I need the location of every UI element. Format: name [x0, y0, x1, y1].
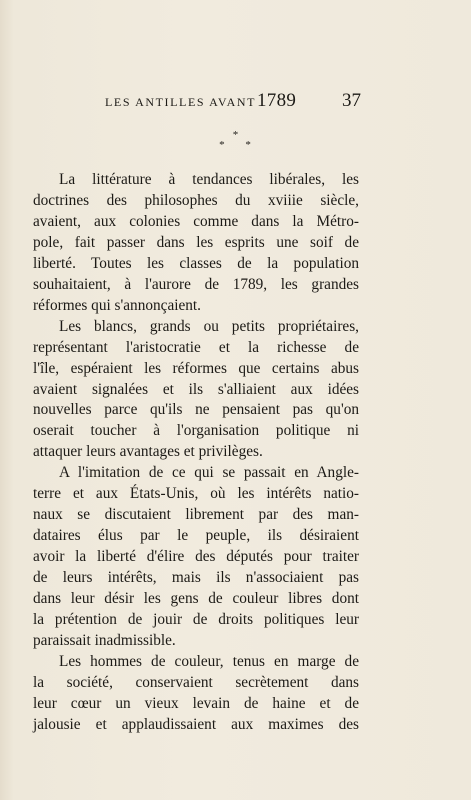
text-line: avoir la liberté d'élire des députés pour traiter: [33, 548, 359, 566]
asterism-top: *: [232, 129, 239, 141]
body-text: [33, 170, 359, 736]
running-title-year: 1789: [257, 90, 297, 111]
text-line: Les hommes de couleur, tenus en marge de: [59, 652, 359, 670]
text-line: terre et aux États-Unis, où les intérêts natio-: [33, 485, 359, 503]
text-line: pole, fait passer dans les esprits une soif de: [33, 233, 359, 251]
section-asterism: [0, 130, 471, 150]
text-line: de leurs intérêts, mais ils n'associaient pas: [33, 569, 359, 587]
text-line: réformes qui s'annonçaient.: [33, 296, 201, 314]
text-line: attaquer leurs avantages et privilèges.: [33, 443, 263, 461]
text-line: nouvelles parce qu'ils ne pensaient pas qu'on: [33, 401, 359, 419]
text-line: jalousie et applaudissaient aux maximes des: [33, 715, 359, 733]
text-line: dans leur désir les gens de couleur libres dont: [33, 590, 359, 608]
text-line: paraissait inadmissible.: [33, 631, 176, 649]
text-line: La littérature à tendances libérales, les: [59, 171, 359, 188]
text-line: la prétention de jouir de droits politiques leur: [33, 611, 359, 629]
text-line: oserait toucher à l'organisation politique ni: [33, 422, 359, 440]
text-line: souhaitaient, à l'aurore de 1789, les grandes: [33, 275, 359, 293]
text-line: la société, conservaient secrètement dans: [33, 673, 359, 691]
running-title: LES ANTILLES AVANT: [105, 95, 257, 109]
text-line: représentant l'aristocratie et la richesse de: [33, 338, 359, 356]
text-line: leur cœur un vieux levain de haine et de: [33, 694, 359, 712]
text-line: avaient, aux colonies comme dans la Métro-: [33, 212, 359, 230]
text-line: A l'imitation de ce qui se passait en Angle-: [59, 464, 359, 482]
text-line: avaient signalées et ils s'alliaient aux idées: [33, 380, 359, 398]
text-line: liberté. Toutes les classes de la population: [33, 254, 359, 272]
text-line: doctrines des philosophes du xviiie siècle,: [33, 191, 359, 209]
page-header: [105, 88, 361, 112]
text-line: l'île, espéraient les réformes que certains abus: [33, 359, 359, 377]
text-line: naux se discutaient librement par des man-: [33, 506, 359, 524]
text-line: Les blancs, grands ou petits propriétaires,: [59, 317, 359, 335]
page-number: 37: [342, 90, 361, 111]
asterism-bottom: * *: [219, 139, 260, 151]
text-line: dataires élus par le peuple, ils désiraient: [33, 527, 359, 545]
